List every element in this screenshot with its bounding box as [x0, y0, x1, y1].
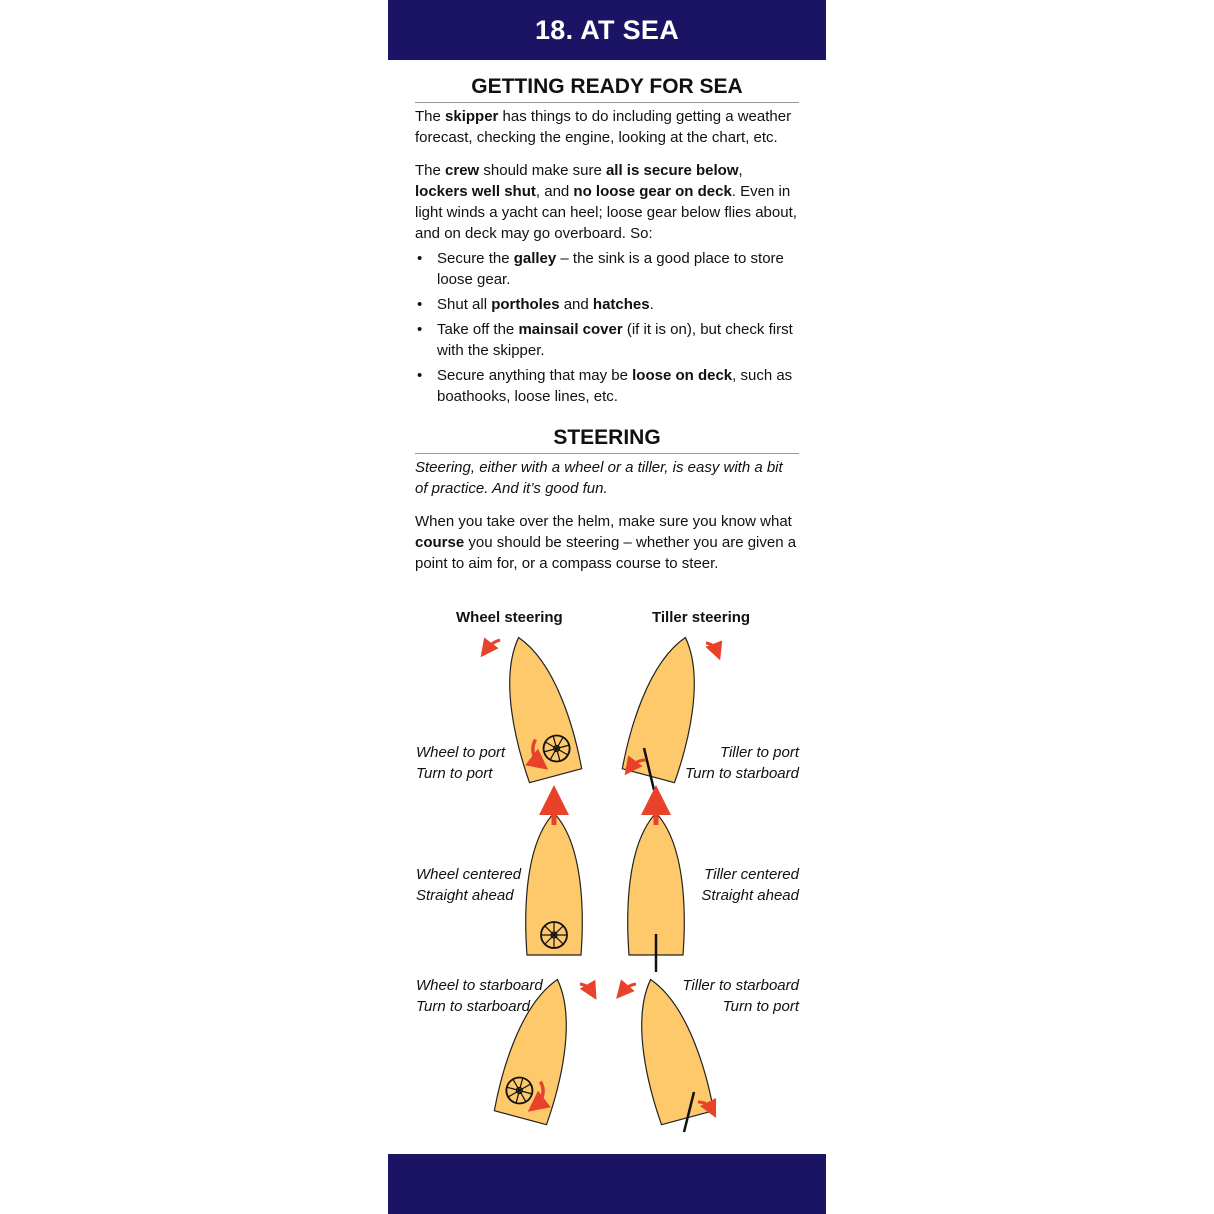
chapter-title: 18. AT SEA [534, 14, 680, 45]
caption-tiller-to-port [685, 742, 799, 784]
page [388, 0, 826, 1214]
section-title-getting-ready: GETTING READY FOR SEA [415, 72, 799, 103]
checklist [415, 248, 799, 407]
wheel-steering-title: Wheel steering [456, 609, 563, 626]
caption-line: Turn to starboard [685, 765, 799, 782]
steering-paragraph: When you take over the helm, make sure you know what course you should be steering – whether you are given a point to aim for, or a compass course to steer. [415, 513, 797, 572]
chapter-header [388, 0, 826, 60]
content [415, 72, 799, 574]
checklist-item-mainsail-cover: • Take off the mainsail cover (if it is on), but check first with the skipper. [415, 319, 799, 361]
section-title-steering: STEERING [415, 423, 799, 454]
caption-wheel-to-starboard [416, 975, 543, 1017]
caption-tiller-centered [701, 864, 799, 906]
caption-line: Turn to port [416, 765, 493, 782]
caption-line: Wheel to starboard [416, 977, 543, 994]
checklist-item-loose-on-deck: • Secure anything that may be loose on deck, such as boathooks, loose lines, etc. [415, 365, 799, 407]
caption-line: Wheel to port [416, 744, 506, 761]
turn-port-arrow-2 [622, 984, 636, 992]
turn-stbd-arrow-2 [580, 984, 592, 992]
steering-diagram [388, 600, 826, 1140]
turn-port-arrow [486, 640, 500, 650]
caption-wheel-centered [416, 864, 521, 906]
caption-line: Wheel centered [416, 866, 522, 883]
caption-line: Turn to starboard [416, 998, 530, 1015]
caption-line: Straight ahead [701, 887, 799, 904]
caption-line: Tiller to port [719, 744, 799, 761]
turn-stbd-arrow [706, 643, 717, 652]
caption-wheel-to-port [416, 742, 505, 784]
caption-line: Tiller centered [704, 866, 799, 883]
caption-line: Turn to port [722, 998, 799, 1015]
crew-paragraph: The crew should make sure all is secure below, lockers well shut, and no loose gear on deck. Even in light winds a yacht can heel; loose gear below flies about, and on deck may go overboard. So: [415, 162, 797, 242]
tiller-steering-title: Tiller steering [652, 609, 751, 626]
caption-line: Straight ahead [416, 887, 514, 904]
checklist-item-galley: • Secure the galley – the sink is a good place to store loose gear. [415, 248, 799, 290]
boat-wheel-centered [526, 813, 583, 955]
skipper-paragraph: The skipper has things to do including getting a weather forecast, checking the engine, looking at the chart, etc. [415, 108, 792, 146]
steering-intro: Steering, either with a wheel or a tiller, is easy with a bit of practice. And it’s good fun. [415, 459, 783, 497]
boat-tiller-centered [628, 813, 685, 955]
caption-line: Tiller to starboard [682, 977, 799, 994]
caption-tiller-to-starboard [682, 975, 799, 1017]
checklist-item-portholes: • Shut all portholes and hatches. [415, 294, 799, 315]
footer-bar [388, 1154, 826, 1214]
